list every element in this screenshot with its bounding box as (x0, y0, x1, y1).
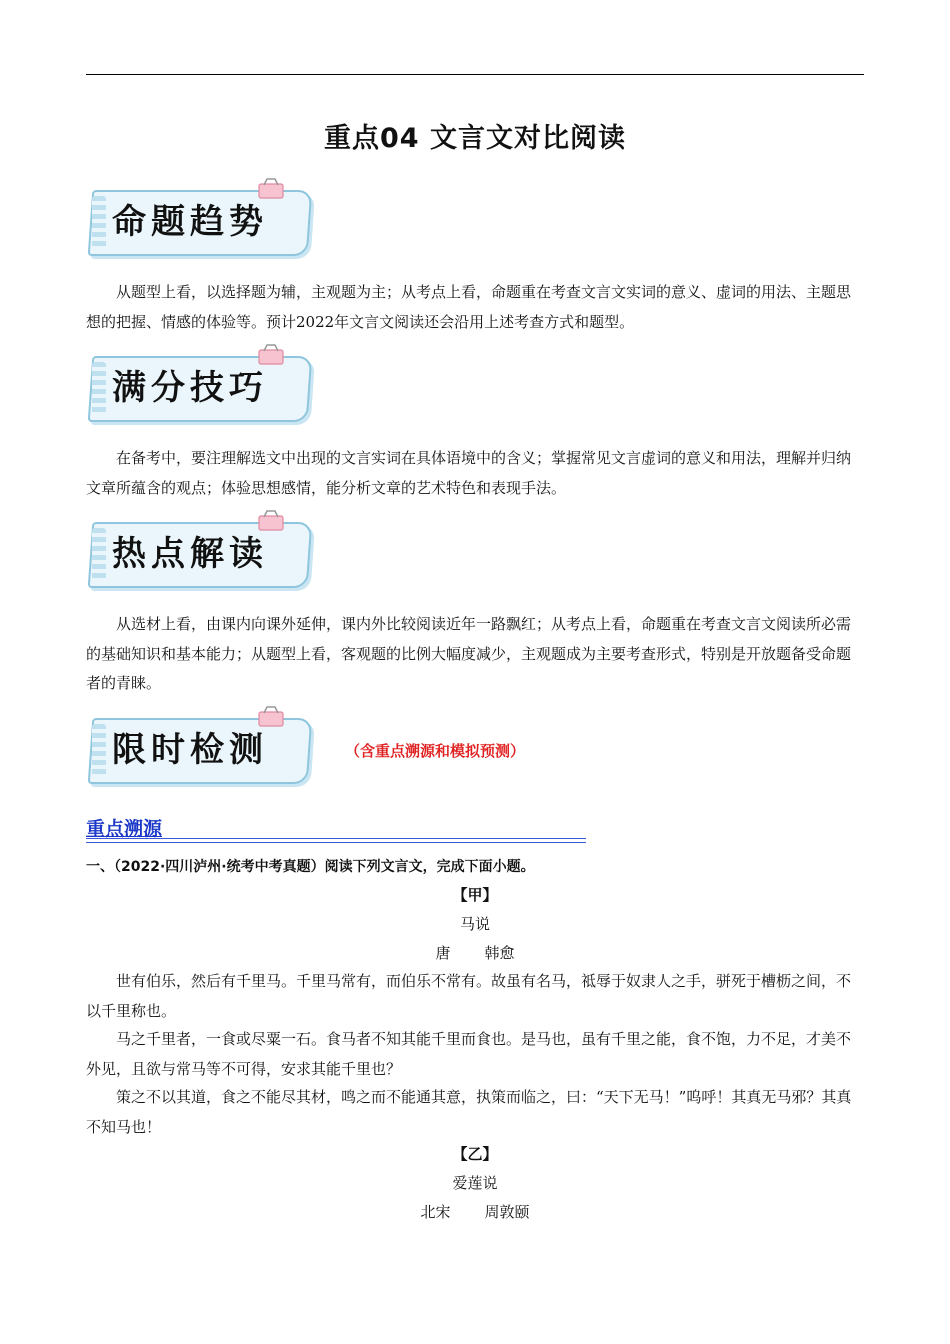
banner-hotspot (86, 510, 316, 590)
banner-trend (86, 178, 316, 258)
section-heading: 重点溯源 (86, 818, 163, 840)
text-a-paragraph-1: 世有伯乐，然后有千里马。千里马常有，而伯乐不常有。故虽有名马，祗辱于奴隶人之手，骈死于槽枥之间，不以千里称也。 (86, 972, 852, 1020)
text-a-dynasty: 唐 (435, 944, 451, 962)
skills-paragraph: 在备考中，要注理解选文中出现的文言实词在具体语境中的含义；掌握常见文言虚词的意义和用法，理解并归纳文章所蕴含的观点；体验思想感情，能分析文章的艺术特色和表现手法。 (86, 449, 852, 497)
page-title: 重点04 文言文对比阅读 (324, 123, 626, 154)
trend-paragraph: 从题型上看，以选择题为辅，主观题为主；从考点上看，命题重在考查文言文实词的意义、虚词的用法、主题思想的把握、情感的体验等。预计2022年文言文阅读还会沿用上述考查方式和题型。 (86, 283, 852, 331)
text-b-byline (0, 1201, 950, 1222)
banner-label: 命题趋势 (112, 202, 268, 242)
text-b-marker: 【乙】 (452, 1145, 498, 1163)
section-underline (86, 838, 586, 843)
banner-test (86, 706, 316, 786)
text-a-marker: 【甲】 (452, 886, 498, 904)
test-note: （含重点溯源和模拟预测） (345, 742, 526, 760)
text-a-byline (0, 942, 950, 963)
banner-edge (92, 724, 106, 776)
binder-clip-icon (256, 344, 286, 366)
text-a-paragraph-3: 策之不以其道，食之不能尽其材，鸣之而不能通其意，执策而临之，曰：“天下无马！”呜呼！其真无马邪？其真不知马也！ (86, 1088, 852, 1136)
binder-clip-icon (256, 178, 286, 200)
banner-label: 满分技巧 (112, 368, 268, 408)
banner-edge (92, 528, 106, 580)
text-b-title: 爱莲说 (452, 1174, 498, 1192)
binder-clip-icon (256, 706, 286, 728)
text-a-author: 韩愈 (484, 944, 515, 962)
text-a-paragraph-2: 马之千里者，一食或尽粟一石。食马者不知其能千里而食也。是马也，虽有千里之能，食不饱，力不足，才美不外见，且欲与常马等不可得，安求其能千里也？ (86, 1030, 852, 1078)
text-b-author: 周敦颐 (484, 1203, 530, 1221)
text-a-title: 马说 (459, 915, 490, 933)
binder-clip-icon (256, 510, 286, 532)
banner-label: 热点解读 (112, 534, 268, 574)
banner-edge (92, 196, 106, 248)
question-prompt: 一、（2022·四川泸州·统考中考真题）阅读下列文言文，完成下面小题。 (86, 859, 535, 875)
text-b-dynasty: 北宋 (420, 1203, 451, 1221)
hotspot-paragraph: 从选材上看，由课内向课外延伸，课内外比较阅读近年一路飘红；从考点上看，命题重在考查文言文阅读所必需的基础知识和基本能力；从题型上看，客观题的比例大幅度减少，主观题成为主要考查形式，特别是开放题备受命题者的青睐。 (86, 615, 852, 692)
header-rule (86, 74, 864, 75)
banner-skills (86, 344, 316, 424)
banner-edge (92, 362, 106, 414)
banner-label: 限时检测 (112, 730, 268, 770)
